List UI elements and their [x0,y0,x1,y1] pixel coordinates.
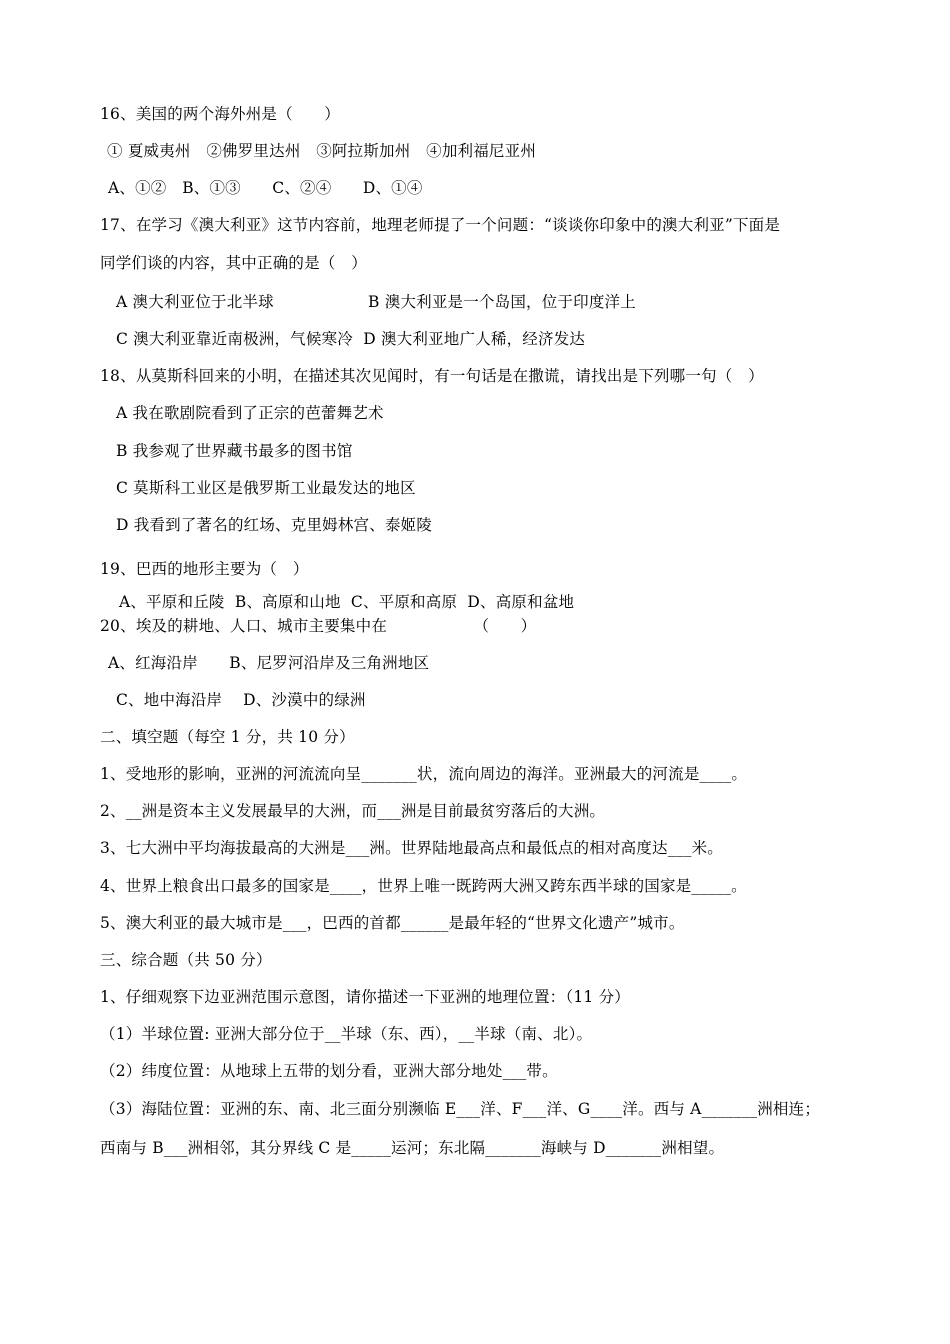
question-20-stem: 20、埃及的耕地、人口、城市主要集中在 （ ） [100,617,537,635]
question-19-stem: 19、巴西的地形主要为（ ） [100,560,309,578]
fill-question-2: 2、__洲是资本主义发展最早的大洲，而___洲是目前最贫穷落后的大洲。 [100,802,606,820]
fill-question-3: 3、七大洲中平均海拔最高的大洲是___洲。世界陆地最高点和最低点的相对高度达___米。 [100,839,723,857]
section-3-heading: 三、综合题（共 50 分） [100,951,272,969]
question-16-choices: A、①② B、①③ C、②④ D、①④ [108,179,423,197]
fill-question-4: 4、世界上粮食出口最多的国家是____，世界上唯一既跨两大洲又跨东西半球的国家是_____。 [100,877,747,895]
question-18-choice-a: A 我在歌剧院看到了正宗的芭蕾舞艺术 [116,404,384,422]
question-18-choice-c: C 莫斯科工业区是俄罗斯工业最发达的地区 [116,479,416,497]
question-18-choice-d: D 我看到了著名的红场、克里姆林宫、泰姬陵 [116,516,433,534]
question-19-choices: A、平原和丘陵 B、高原和山地 C、平原和高原 D、高原和盆地 [119,593,575,611]
question-18-stem: 18、从莫斯科回来的小明，在描述其次见闻时，有一句话是在撒谎，请找出是下列哪一句（ ） [100,367,764,385]
comprehensive-part-3-line2: 西南与 B___洲相邻，其分界线 C 是_____运河；东北隔_______海峡与 D_______洲相望。 [100,1139,725,1157]
question-20-choices-ab: A、红海沿岸 B、尼罗河沿岸及三角洲地区 [108,654,430,672]
comprehensive-part-3-line1: （3）海陆位置：亚洲的东、南、北三面分别濒临 E___洋、F___洋、G____洋。西与 A_______洲相连； [100,1100,821,1118]
question-17-stem-line1: 17、在学习《澳大利亚》这节内容前，地理老师提了一个问题：“谈谈你印象中的澳大利亚”下面是 [100,216,781,234]
section-2-heading: 二、填空题（每空 1 分，共 10 分） [100,728,355,746]
fill-question-5: 5、澳大利亚的最大城市是___，巴西的首都______是最年轻的“世界文化遗产”城市。 [100,914,685,932]
question-20-choices-cd: C、地中海沿岸 D、沙漠中的绿洲 [116,691,366,709]
question-17-stem-line2: 同学们谈的内容，其中正确的是（ ） [100,254,367,272]
comprehensive-part-1: （1）半球位置: 亚洲大部分位于__半球（东、西），__半球（南、北）。 [100,1025,593,1043]
fill-question-1: 1、受地形的影响，亚洲的河流流向呈_______状，流向周边的海洋。亚洲最大的河流是____。 [100,765,748,783]
question-17-choices-ab: A 澳大利亚位于北半球 B 澳大利亚是一个岛国，位于印度洋上 [116,293,636,311]
question-18-choice-b: B 我参观了世界藏书最多的图书馆 [116,442,353,460]
question-16-stem: 16、美国的两个海外州是（ ） [100,105,340,123]
comprehensive-part-2: （2）纬度位置：从地球上五带的划分看，亚洲大部分地处___带。 [100,1062,558,1080]
question-17-choices-cd: C 澳大利亚靠近南极洲，气候寒冷 D 澳大利亚地广人稀，经济发达 [116,330,586,348]
question-16-options: ① 夏威夷州 ②佛罗里达州 ③阿拉斯加州 ④加利福尼亚州 [107,142,537,160]
comprehensive-question-1: 1、仔细观察下边亚洲范围示意图，请你描述一下亚洲的地理位置：（11 分） [100,988,630,1006]
